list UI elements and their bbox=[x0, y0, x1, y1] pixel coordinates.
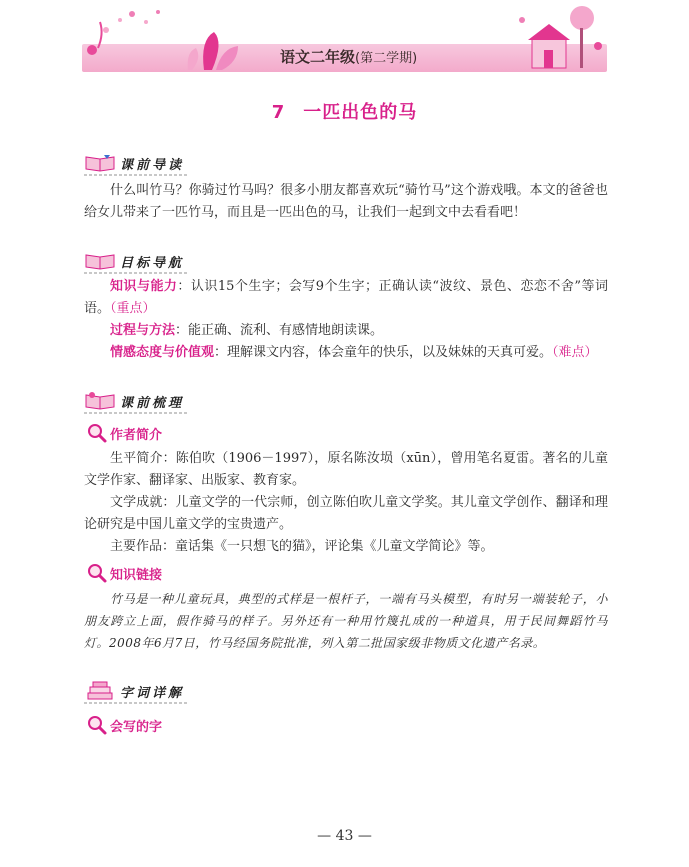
section-underline bbox=[84, 174, 188, 176]
header-decoration-left bbox=[84, 0, 254, 75]
section-label: 字词详解 bbox=[120, 685, 185, 701]
goal-process-label: 过程与方法 bbox=[110, 323, 176, 338]
goal-process-text: ：能正确、流利、有感情地朗读课。 bbox=[175, 323, 384, 338]
open-book-icon bbox=[84, 153, 116, 173]
open-book-icon bbox=[84, 251, 116, 271]
section-underline bbox=[84, 272, 188, 274]
section-head-preview bbox=[84, 152, 184, 174]
magnifier-icon bbox=[86, 422, 108, 444]
goal-emotion-note: （难点） bbox=[552, 345, 598, 360]
goal-process bbox=[84, 320, 608, 342]
lesson-name: 一匹出色的马 bbox=[303, 102, 418, 123]
book-stack-icon bbox=[84, 681, 116, 701]
magnifier-icon bbox=[86, 714, 108, 736]
header-decoration-right bbox=[510, 0, 610, 75]
lesson-title bbox=[0, 98, 689, 124]
subsection-head-writing bbox=[86, 714, 162, 736]
book-subtitle: (第二学期) bbox=[355, 51, 418, 66]
author-works: 主要作品：童话集《一只想飞的猫》，评论集《儿童文学简论》等。 bbox=[110, 539, 494, 554]
book-title: 语文二年级 bbox=[280, 48, 356, 66]
goal-knowledge-label: 知识与能力 bbox=[110, 279, 178, 294]
goal-knowledge bbox=[84, 276, 608, 320]
subsection-head-author bbox=[86, 422, 162, 444]
preview-paragraph: 什么叫竹马？你骑过竹马吗？很多小朋友都喜欢玩“骑竹马”这个游戏哦。本文的爸爸也给女儿带来了一匹竹马，而且是一匹出色的马，让我们一起到文中去看看吧！ bbox=[84, 183, 608, 220]
section-underline bbox=[84, 702, 188, 704]
subsection-label: 知识链接 bbox=[110, 567, 163, 583]
page-number: — 43 — bbox=[317, 828, 372, 844]
section-head-outline bbox=[84, 390, 184, 412]
section-head-goals bbox=[84, 250, 184, 272]
lesson-number: 7 bbox=[271, 102, 286, 123]
goal-emotion-text: ：理解课文内容，体会童年的快乐，以及妹妹的天真可爱。 bbox=[214, 345, 553, 360]
section-label: 课前导读 bbox=[120, 157, 185, 173]
section-label: 课前梳理 bbox=[120, 395, 185, 411]
magnifier-icon bbox=[86, 562, 108, 584]
section-label: 目标导航 bbox=[120, 255, 185, 271]
subsection-label: 会写的字 bbox=[110, 719, 163, 735]
subsection-label: 作者简介 bbox=[110, 427, 163, 443]
open-book-icon bbox=[84, 391, 116, 411]
subsection-head-knowledge bbox=[86, 562, 162, 584]
section-head-vocab bbox=[84, 680, 184, 702]
goal-emotion bbox=[84, 342, 608, 364]
author-bio: 生平简介：陈伯吹（1906－1997），原名陈汝埙（xūn），曾用笔名夏雷。著名的儿童文学作家、翻译家、出版家、教育家。 bbox=[84, 451, 608, 488]
header-title bbox=[280, 46, 480, 70]
goal-knowledge-text: ：认识15个生字；会写9个生字；正确认读“波纹、景色、恋恋不舍”等词语。 bbox=[84, 279, 608, 316]
goal-knowledge-note: （重点） bbox=[110, 301, 156, 316]
section-underline bbox=[84, 412, 188, 414]
author-achievement: 文学成就：儿童文学的一代宗师，创立陈伯吹儿童文学奖。其儿童文学创作、翻译和理论研究是中国儿童文学的宝贵遗产。 bbox=[84, 495, 608, 532]
goal-emotion-label: 情感态度与价值观 bbox=[110, 345, 215, 360]
knowledge-paragraph: 竹马是一种儿童玩具，典型的式样是一根杆子，一端有马头模型，有时另一端装轮子，小朋友跨立上面，假作骑马的样子。另外还有一种用竹篾扎成的一种道具，用于民间舞蹈竹马灯。2008年6月7日，竹马经国务院批准，列入第二批国家级非物质文化遗产名录。 bbox=[84, 592, 608, 650]
